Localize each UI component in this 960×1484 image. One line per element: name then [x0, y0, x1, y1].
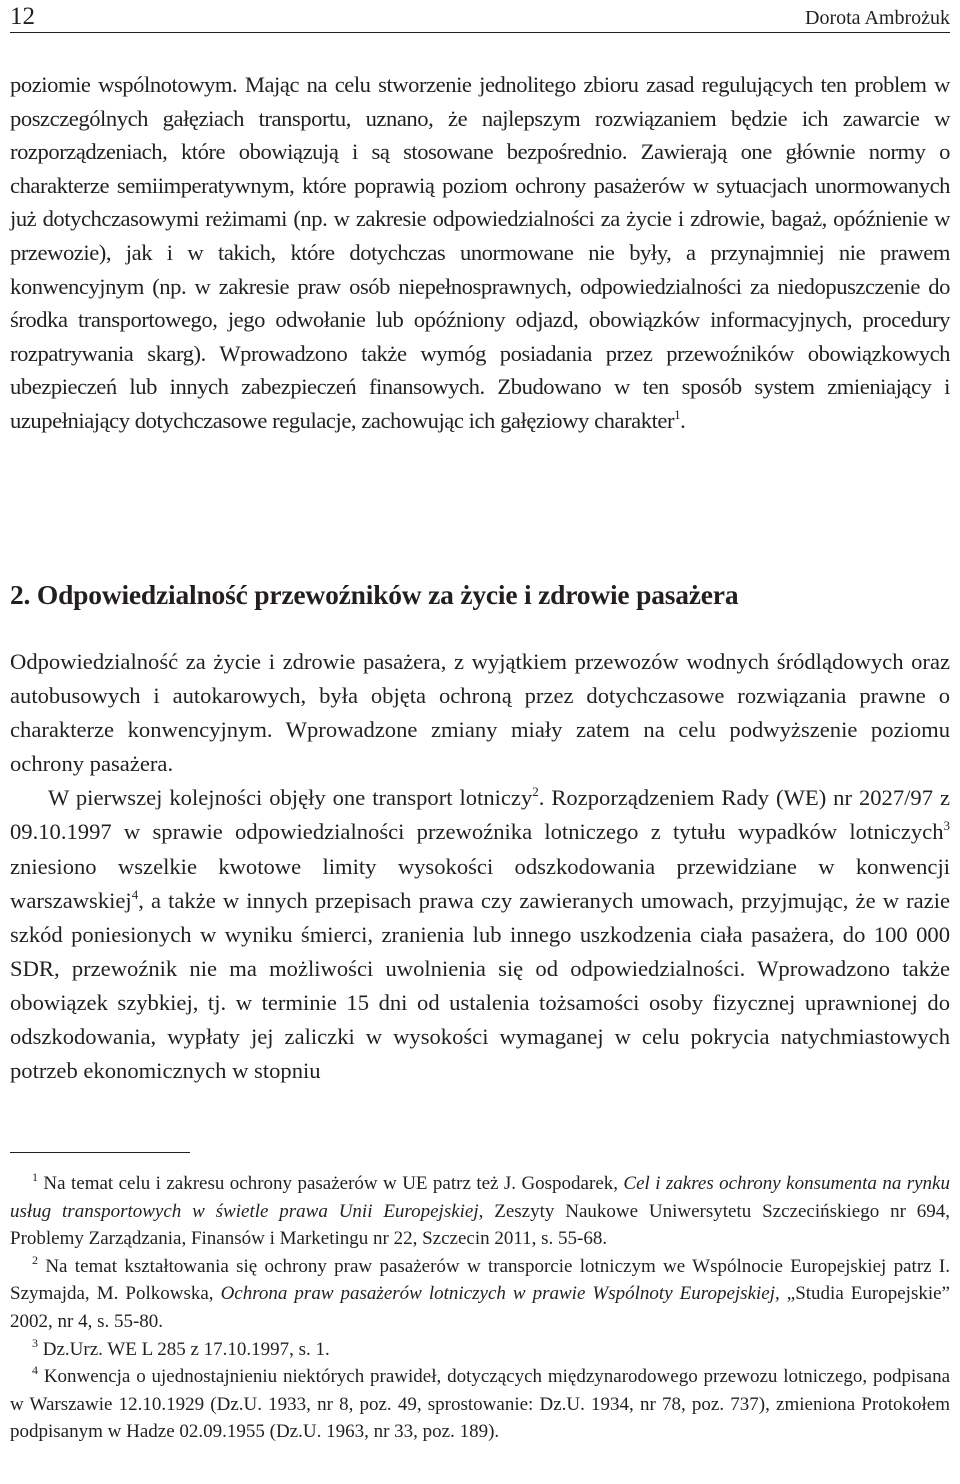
footnote-4	[10, 1363, 950, 1446]
paragraph: Odpowiedzialność za życie i zdrowie pasażera, z wyjątkiem przewozów wodnych śródlądowych oraz autobusowych i autokarowych, była objęta ochroną przez dotychczasowe rozwiązania prawne o charakterze konwencyjnym. Wprowadzone zmiany miały zatem na celu podwyższenie poziomu ochrony pasażera.	[10, 649, 950, 777]
paragraph	[10, 781, 950, 1088]
footnote-text: Na temat kształtowania się ochrony praw pasażerów w transporcie lotniczym we Wspólnocie Europejskiej patrz I. Szymajda, M. Polkowska,	[10, 1255, 950, 1305]
body-text	[10, 68, 950, 438]
paragraph-text: W pierwszej kolejności objęły one transport lotniczy	[48, 785, 533, 811]
footnote-separator	[10, 1152, 190, 1153]
footnote-text: , Zeszyty Naukowe Uniwersytetu Szczecińskiego nr 694, Problemy Zarządzania, Finansów i Marketingu nr 22, Szczecin 2011, s. 55-68.	[10, 1200, 950, 1250]
footnote-ref[interactable]: 2	[532, 784, 539, 800]
paragraph-text: . Rozporządzeniem Rady (WE) nr 2027/97 z 09.10.1997 w sprawie odpowiedzialności przewoźnika lotniczego z tytułu wypadków lotniczych	[10, 785, 950, 845]
footnote-title: Cel i zakres ochrony konsumenta na rynku usług transportowych w świetle prawa Unii Europejskiej	[10, 1173, 950, 1222]
footnote-number: 3	[32, 1335, 38, 1350]
footnote-1	[10, 1170, 950, 1253]
footnote-3	[10, 1336, 950, 1364]
paragraph-text: zniesiono wszelkie kwotowe limity wysokości odszkodowania przewidziane w konwencji warszawskiej	[10, 853, 950, 913]
paragraph	[10, 68, 950, 438]
footnote-number: 1	[32, 1170, 38, 1184]
section-heading: 2. Odpowiedzialność przewoźników za życie i zdrowie pasażera	[10, 579, 739, 610]
footnote-ref[interactable]: 4	[131, 886, 139, 902]
footnote-title: Ochrona praw pasażerów lotniczych w prawie Wspólnoty Europejskiej	[220, 1283, 775, 1305]
footnote-text: , „Studia Europejskie” 2002, nr 4, s. 55-80.	[10, 1283, 950, 1332]
paragraph-end: .	[680, 407, 686, 433]
page-header	[10, 2, 950, 33]
paragraph-text: , a także w innych przepisach prawa czy zawieranych umowach, przyjmując, że w razie szkód poniesionych w wyniku śmierci, zranienia lub innego uszkodzenia ciała pasażera, do 100 000 SDR, przewoźnik nie ma możliwości uwolnienia się od odpowiedzialności. Wprowadzono także obowiązek szybkiej, tj. w terminie 15 dni od ustalenia tożsamości osoby fizycznej uprawnionej do odszkodowania, wypłaty jej zaliczki w wysokości wymaganej w celu pokrycia natychmiastowych potrzeb ekonomicznych w stopniu	[10, 887, 950, 1084]
footnotes	[10, 1170, 950, 1446]
footnote-ref[interactable]: 3	[943, 818, 950, 834]
section-body	[10, 645, 950, 1088]
footnote-2	[10, 1253, 950, 1336]
footnote-text: Konwencja o ujednostajnieniu niektórych prawideł, dotyczących międzynarodowego przewozu lotniczego, podpisana w Warszawie 12.10.1929 (Dz.U. 1933, nr 8, poz. 49, sprostowanie: Dz.U. 1934, nr 78, poz. 737), zmieniona Protokołem podpisanym w Hadze 02.09.1955 (Dz.U. 1963, nr 33, poz. 189).	[10, 1366, 950, 1443]
running-head-author: Dorota Ambrożuk	[805, 7, 950, 29]
footnote-number: 4	[32, 1363, 38, 1378]
footnote-number: 2	[32, 1252, 38, 1267]
footnote-text: Dz.Urz. WE L 285 z 17.10.1997, s. 1.	[38, 1338, 330, 1360]
page-number: 12	[10, 3, 35, 30]
paragraph-text: poziomie wspólnotowym. Mając na celu stworzenie jednolitego zbioru zasad regulujących ten problem w poszczególnych gałęziach transportu, uznano, że najlepszym rozwiązaniem będzie ich zawarcie w rozporządzeniach, które obowiązują i są stosowane bezpośrednio. Zawierają one głównie normy o charakterze semiimperatywnym, które poprawią poziom ochrony pasażerów w sytuacjach unormowanych już dotychczasowymi reżimami (np. w zakresie odpowiedzialności za życie i zdrowie, bagaż, opóźnienie w przewozie), jak i w takich, które dotychczas unormowane nie były, a przynajmniej nie prawem konwencyjnym (np. w zakresie praw osób niepełnosprawnych, odpowiedzialności za niedopuszczenie do środka transportowego, jego odwołanie lub opóźniony odjazd, obowiązków informacyjnych, procedury rozpatrywania skarg). Wprowadzono także wymóg posiadania przez przewoźników obowiązkowych ubezpieczeń lub innych zabezpieczeń finansowych. Zbudowano w ten sposób system zmieniający i uzupełniający dotychczasowe regulacje, zachowując ich gałęziowy charakter	[10, 72, 950, 433]
footnote-text: Na temat celu i zakresu ochrony pasażerów w UE patrz też J. Gospodarek,	[38, 1173, 624, 1194]
footnote-ref[interactable]: 1	[674, 406, 681, 422]
